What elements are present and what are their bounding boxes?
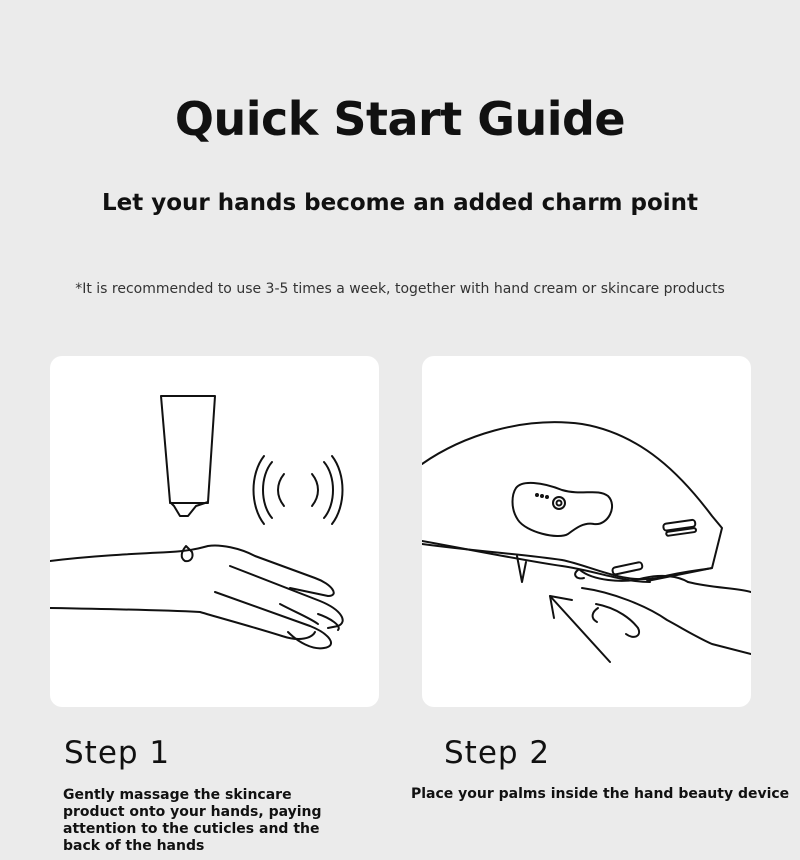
step-2-title: Step 2 (444, 735, 551, 771)
cream-tube-icon (161, 396, 215, 516)
page-title: Quick Start Guide (174, 92, 626, 146)
page-subtitle: Let your hands become an added charm point (101, 190, 699, 216)
step-2-illustration (422, 356, 751, 707)
step-2-description: Place your palms inside the hand beauty device (411, 786, 790, 802)
cream-drop-icon (182, 546, 193, 561)
step-1-illustration-card (50, 356, 379, 707)
step-1-title: Step 1 (64, 735, 171, 771)
step-1-illustration (50, 356, 379, 707)
vibration-icon (254, 456, 343, 524)
step-1-description: Gently massage the skincare product onto your hands, paying attention to the cuticles and the back of the hands (63, 787, 322, 854)
step-2-illustration-card (422, 356, 751, 707)
hand-beauty-device-icon (422, 422, 722, 582)
usage-note: *It is recommended to use 3-5 times a week, together with hand cream or skincare products (75, 281, 725, 297)
hand-icon (50, 545, 343, 648)
